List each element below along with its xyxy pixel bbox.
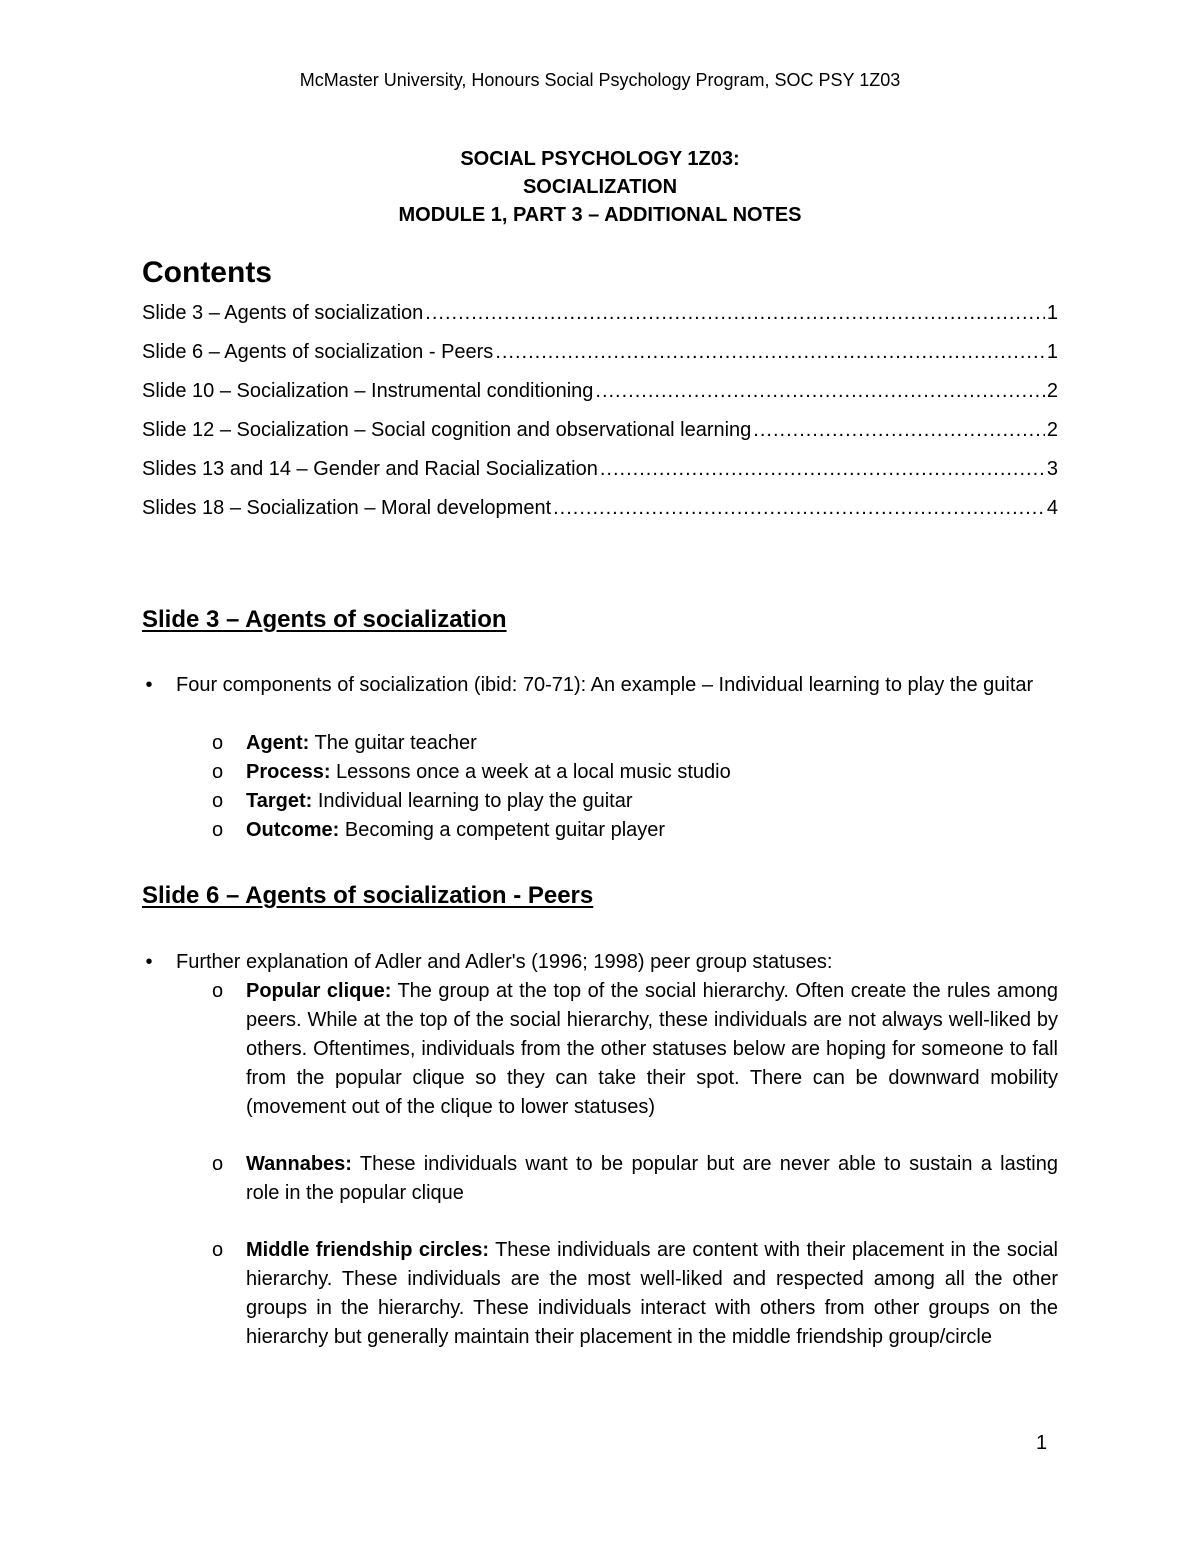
sub-item-label: Process: bbox=[246, 761, 331, 783]
sub-bullet-marker: o bbox=[212, 980, 224, 1002]
sub-item-text: Lessons once a week at a local music studio bbox=[330, 761, 731, 783]
sub-item-text: These individuals are content with their placement in the social hierarchy. These individuals are the most well-liked and respected among all the other groups in the hierarchy. These individuals interact with others from other groups on the hierarchy but generally maintain their placement in the middle friendship group/circle bbox=[246, 1239, 1058, 1348]
table-of-contents bbox=[142, 302, 1058, 536]
sub-item-text: The guitar teacher bbox=[309, 732, 477, 754]
toc-entry[interactable] bbox=[142, 380, 1058, 419]
section-heading-slide-3: Slide 3 – Agents of socialization bbox=[142, 606, 507, 633]
toc-entry-page: 3 bbox=[1046, 458, 1058, 480]
toc-entry-page: 1 bbox=[1046, 302, 1058, 324]
title-line-course: SOCIAL PSYCHOLOGY 1Z03: bbox=[460, 148, 740, 170]
toc-entry-text: Slides 13 and 14 – Gender and Racial Socialization bbox=[142, 458, 598, 480]
toc-leader-dots bbox=[495, 341, 1045, 364]
sub-bullet-marker: o bbox=[212, 819, 224, 841]
sub-item-text: The group at the top of the social hierarchy. Often create the rules among peers. While at the top of the social hierarchy, these individuals are not always well-liked by others. Oftentimes, individuals from the other statuses below are hoping for someone to fall from the popular clique so they can take their spot. There can be downward mobility (movement out of the clique to lower statuses) bbox=[246, 980, 1058, 1118]
toc-entry-page: 2 bbox=[1046, 380, 1058, 402]
sub-list-peer-statuses bbox=[212, 977, 1058, 1352]
sub-item-label: Middle friendship circles: bbox=[246, 1239, 489, 1261]
sub-item-text: Individual learning to play the guitar bbox=[312, 790, 633, 812]
toc-entry-text: Slides 18 – Socialization – Moral development bbox=[142, 497, 552, 519]
sub-list-components bbox=[212, 729, 1058, 845]
page-number: 1 bbox=[1036, 1432, 1048, 1454]
sub-item bbox=[212, 1236, 1058, 1352]
sub-bullet-marker: o bbox=[212, 1153, 224, 1175]
title-line-topic: SOCIALIZATION bbox=[522, 176, 678, 198]
sub-item bbox=[212, 816, 1058, 845]
sub-item-text: These individuals want to be popular but are never able to sustain a lasting role in the popular clique bbox=[246, 1153, 1058, 1204]
toc-leader-dots bbox=[425, 302, 1045, 325]
sub-item-label: Target: bbox=[246, 790, 313, 812]
toc-leader-dots bbox=[753, 419, 1045, 442]
sub-item bbox=[212, 1150, 1058, 1208]
sub-item bbox=[212, 758, 1058, 787]
toc-leader-dots bbox=[600, 458, 1045, 481]
sub-item-label: Wannabes: bbox=[246, 1153, 352, 1175]
bullet-text: Four components of socialization (ibid: 70-71): An example – Individual learning to play the guitar bbox=[176, 674, 1034, 696]
sub-bullet-marker: o bbox=[212, 761, 224, 783]
toc-entry-page: 2 bbox=[1046, 419, 1058, 441]
bullet-marker: • bbox=[145, 674, 153, 696]
toc-leader-dots bbox=[595, 380, 1044, 403]
toc-entry[interactable] bbox=[142, 458, 1058, 497]
sub-item-label: Agent: bbox=[246, 732, 310, 754]
sub-item-label: Outcome: bbox=[246, 819, 340, 841]
bullet-item bbox=[142, 948, 1058, 976]
toc-entry[interactable] bbox=[142, 497, 1058, 536]
bullet-text: Further explanation of Adler and Adler's (1996; 1998) peer group statuses: bbox=[176, 951, 833, 973]
section-heading-slide-6: Slide 6 – Agents of socialization - Peers bbox=[142, 882, 594, 909]
toc-entry-text: Slide 6 – Agents of socialization - Peers bbox=[142, 341, 494, 363]
toc-entry-page: 1 bbox=[1046, 341, 1058, 363]
sub-item bbox=[212, 977, 1058, 1122]
contents-heading: Contents bbox=[142, 256, 272, 289]
toc-entry-text: Slide 3 – Agents of socialization bbox=[142, 302, 424, 324]
sub-bullet-marker: o bbox=[212, 1239, 224, 1261]
sub-bullet-marker: o bbox=[212, 732, 224, 754]
bullet-marker: • bbox=[145, 951, 153, 973]
bullet-item bbox=[142, 671, 1058, 699]
toc-entry-text: Slide 10 – Socialization – Instrumental conditioning bbox=[142, 380, 594, 402]
sub-item-text: Becoming a competent guitar player bbox=[339, 819, 666, 841]
running-header: McMaster University, Honours Social Psychology Program, SOC PSY 1Z03 bbox=[299, 70, 901, 90]
toc-entry-page: 4 bbox=[1046, 497, 1058, 519]
toc-leader-dots bbox=[553, 497, 1045, 520]
sub-item bbox=[212, 729, 1058, 758]
sub-bullet-marker: o bbox=[212, 790, 224, 812]
toc-entry[interactable] bbox=[142, 419, 1058, 458]
toc-entry[interactable] bbox=[142, 302, 1058, 341]
toc-entry[interactable] bbox=[142, 341, 1058, 380]
toc-entry-text: Slide 12 – Socialization – Social cognition and observational learning bbox=[142, 419, 752, 441]
sub-item-label: Popular clique: bbox=[246, 980, 392, 1002]
sub-item bbox=[212, 787, 1058, 816]
title-line-module: MODULE 1, PART 3 – ADDITIONAL NOTES bbox=[398, 204, 802, 226]
document-title bbox=[0, 145, 1200, 229]
